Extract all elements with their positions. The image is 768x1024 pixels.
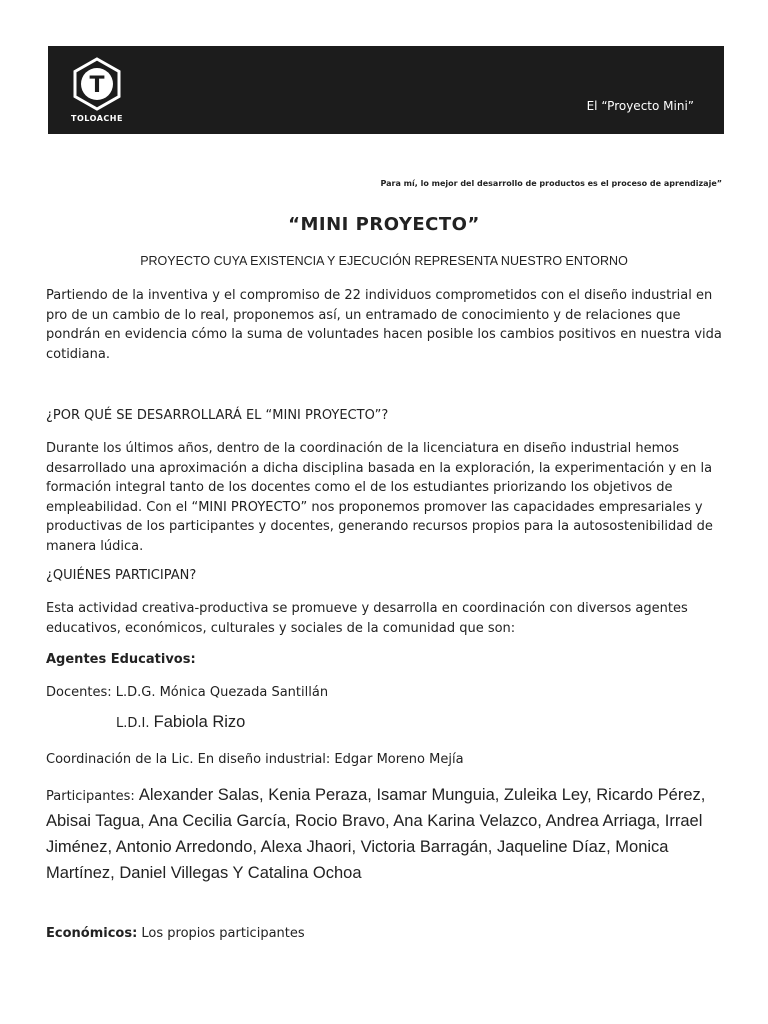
coordination-line: Coordinación de la Lic. En diseño industrial: Edgar Moreno Mejía (46, 752, 464, 767)
who-heading: ¿QUIÉNES PARTICIPAN? (46, 568, 197, 583)
economic-line (46, 924, 726, 944)
ldi-line (116, 713, 716, 734)
docentes-line: Docentes: L.D.G. Mónica Quezada Santillán (46, 685, 329, 700)
why-heading: ¿POR QUÉ SE DESARROLLARÁ EL “MINI PROYECTO”? (46, 408, 389, 423)
quote-text: Para mí, lo mejor del desarrollo de productos es el proceso de aprendizaje” (380, 179, 722, 188)
ldi-name: Fabiola Rizo (153, 713, 246, 731)
participants-names: Alexander Salas, Kenia Peraza, Isamar Munguia, Zuleika Ley, Ricardo Pérez, Abisai Tagua, Ana Cecilia García, Rocio Bravo, Ana Karina Velazco, Andrea Arriaga, Irrael Jiménez, Antonio Arredondo, Alexa Jhaori, Victoria Barragán, Jaqueline Díaz, Monica Martínez, Daniel Villegas Y Catalina Ochoa (46, 786, 706, 882)
economic-value: Los propios participantes (141, 926, 305, 941)
document-subtitle: PROYECTO CUYA EXISTENCIA Y EJECUCIÓN REPRESENTA NUESTRO ENTORNO (140, 254, 628, 268)
logo-letter: T (89, 73, 105, 98)
economic-label: Económicos: (46, 926, 138, 941)
participants-block (46, 783, 726, 887)
intro-paragraph: Partiendo de la inventiva y el compromiso de 22 individuos comprometidos con el diseño industrial en pro de un cambio de lo real, proponemos así, un entramado de conocimiento y de relaciones que pondrán en evidencia cómo la suma de voluntades hacen posible los cambios positivos en nuestra vida cotidiana. (46, 288, 722, 362)
agents-heading: Agentes Educativos: (46, 652, 196, 667)
who-paragraph: Esta actividad creativa-productiva se promueve y desarrolla en coordinación con diversos agentes educativos, económicos, culturales y sociales de la comunidad que son: (46, 601, 688, 636)
logo-text: TOLOACHE (71, 114, 123, 123)
ldi-prefix: L.D.I. (116, 716, 150, 731)
toloache-logo (62, 56, 132, 128)
participants-label: Participantes: (46, 789, 135, 804)
hexagon-logo-icon (68, 56, 126, 114)
why-paragraph: Durante los últimos años, dentro de la coordinación de la licenciatura en diseño industrial hemos desarrollado una aproximación a dicha disciplina basada en la exploración, la experimentación y en la formación integral tanto de los docentes como el de los estudiantes priorizando los objetivos de empleabilidad. Con el “MINI PROYECTO” nos proponemos promover las capacidades empresariales y productivas de los participantes y docentes, generando recursos propios para la autosostenibilidad de manera lúdica. (46, 441, 713, 554)
banner-title: El “Proyecto Mini” (586, 99, 694, 113)
header-banner (48, 46, 724, 134)
document-title: “MINI PROYECTO” (288, 214, 480, 235)
